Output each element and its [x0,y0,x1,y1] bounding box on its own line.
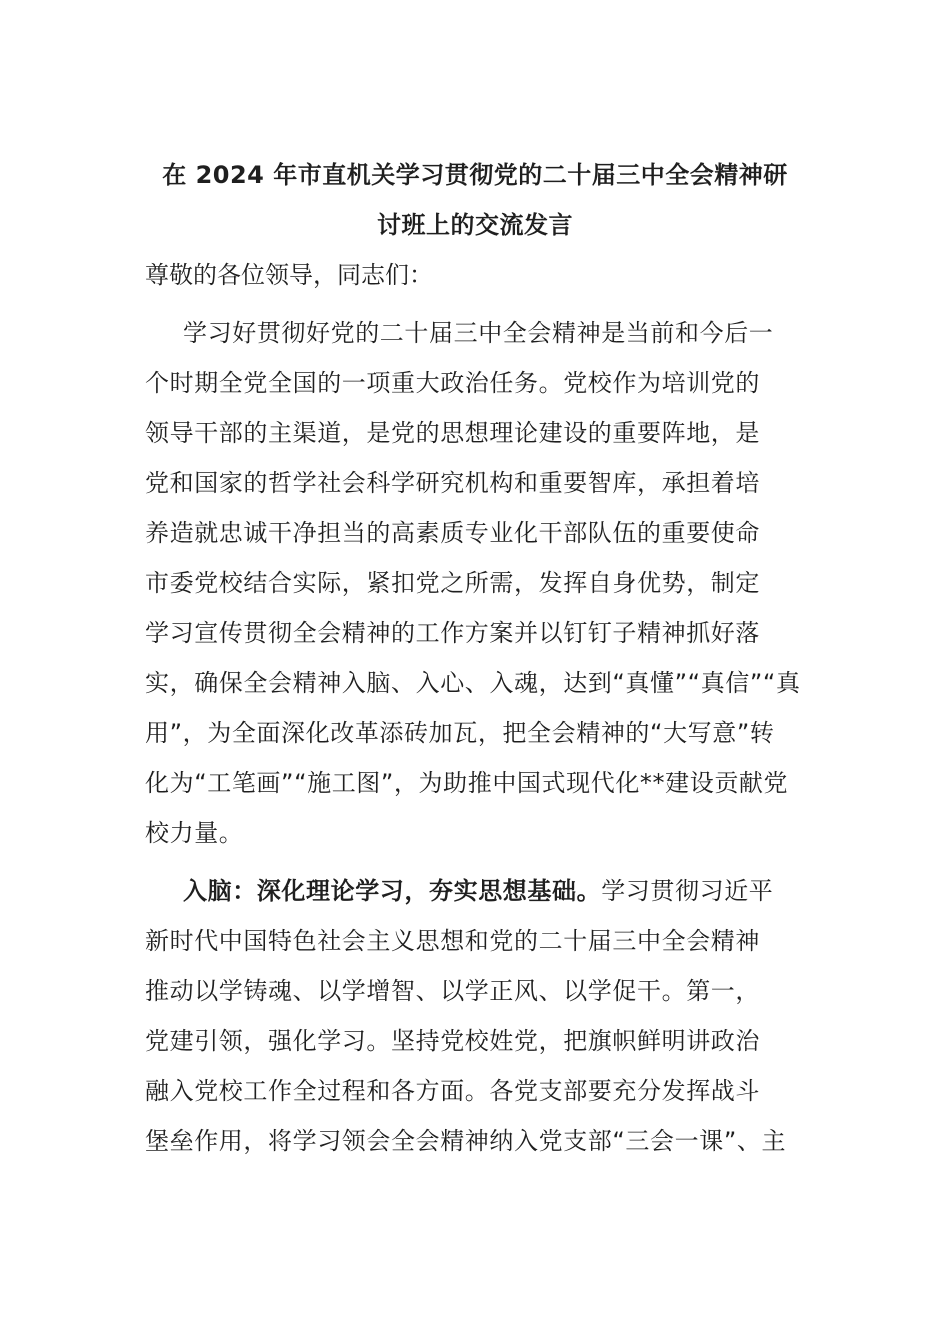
title-line-2: 讨班上的交流发言 [377,211,573,239]
paragraph-line: 融入党校工作全过程和各方面。各党支部要充分发挥战斗 [145,1077,760,1105]
paragraph-line: 养造就忠诚干净担当的高素质专业化干部队伍的重要使命 [145,519,760,547]
paragraph-line: 化为“工笔画”“施工图”，为助推中国式现代化**建设贡献党 [145,769,789,797]
paragraph-2 [145,866,805,1166]
paragraph-line: 市委党校结合实际，紧扣党之所需，发挥自身优势，制定 [145,569,760,597]
paragraph-lead-line [145,866,805,916]
paragraph-line: 学习好贯彻好党的二十届三中全会精神是当前和今后一 [183,319,774,347]
paragraph-line: 用”，为全面深化改革添砖加瓦，把全会精神的“大写意”转 [145,719,775,747]
paragraph-line: 堡垒作用，将学习领会全会精神纳入党支部“三会一课”、主 [145,1127,787,1155]
paragraph-line: 党和国家的哲学社会科学研究机构和重要智库，承担着培 [145,469,760,497]
paragraph-line: 校力量。 [145,819,244,847]
paragraph-line: 推动以学铸魂、以学增智、以学正风、以学促干。第一， [145,977,760,1005]
paragraph-line: 个时期全党全国的一项重大政治任务。党校作为培训党的 [145,369,760,397]
document-page [145,150,805,1166]
paragraph-1 [145,308,805,858]
paragraph-line: 领导干部的主渠道，是党的思想理论建设的重要阵地，是 [145,419,760,447]
paragraph-lead-heading: 入脑：深化理论学习，夯实思想基础。 [183,877,602,905]
salutation: 尊敬的各位领导，同志们： [145,261,433,289]
title-line-1: 在 2024 年市直机关学习贯彻党的二十届三中全会精神研 [162,161,788,189]
paragraph-lead-text: 学习贯彻习近平 [601,877,774,905]
paragraph-line: 新时代中国特色社会主义思想和党的二十届三中全会精神 [145,927,760,955]
paragraph-line: 党建引领，强化学习。坚持党校姓党，把旗帜鲜明讲政治 [145,1027,760,1055]
paragraph-line: 实，确保全会精神入脑、入心、入魂，达到“真懂”“真信”“真 [145,669,801,697]
document-title [135,150,815,250]
paragraph-line: 学习宣传贯彻全会精神的工作方案并以钉钉子精神抓好落 [145,619,760,647]
